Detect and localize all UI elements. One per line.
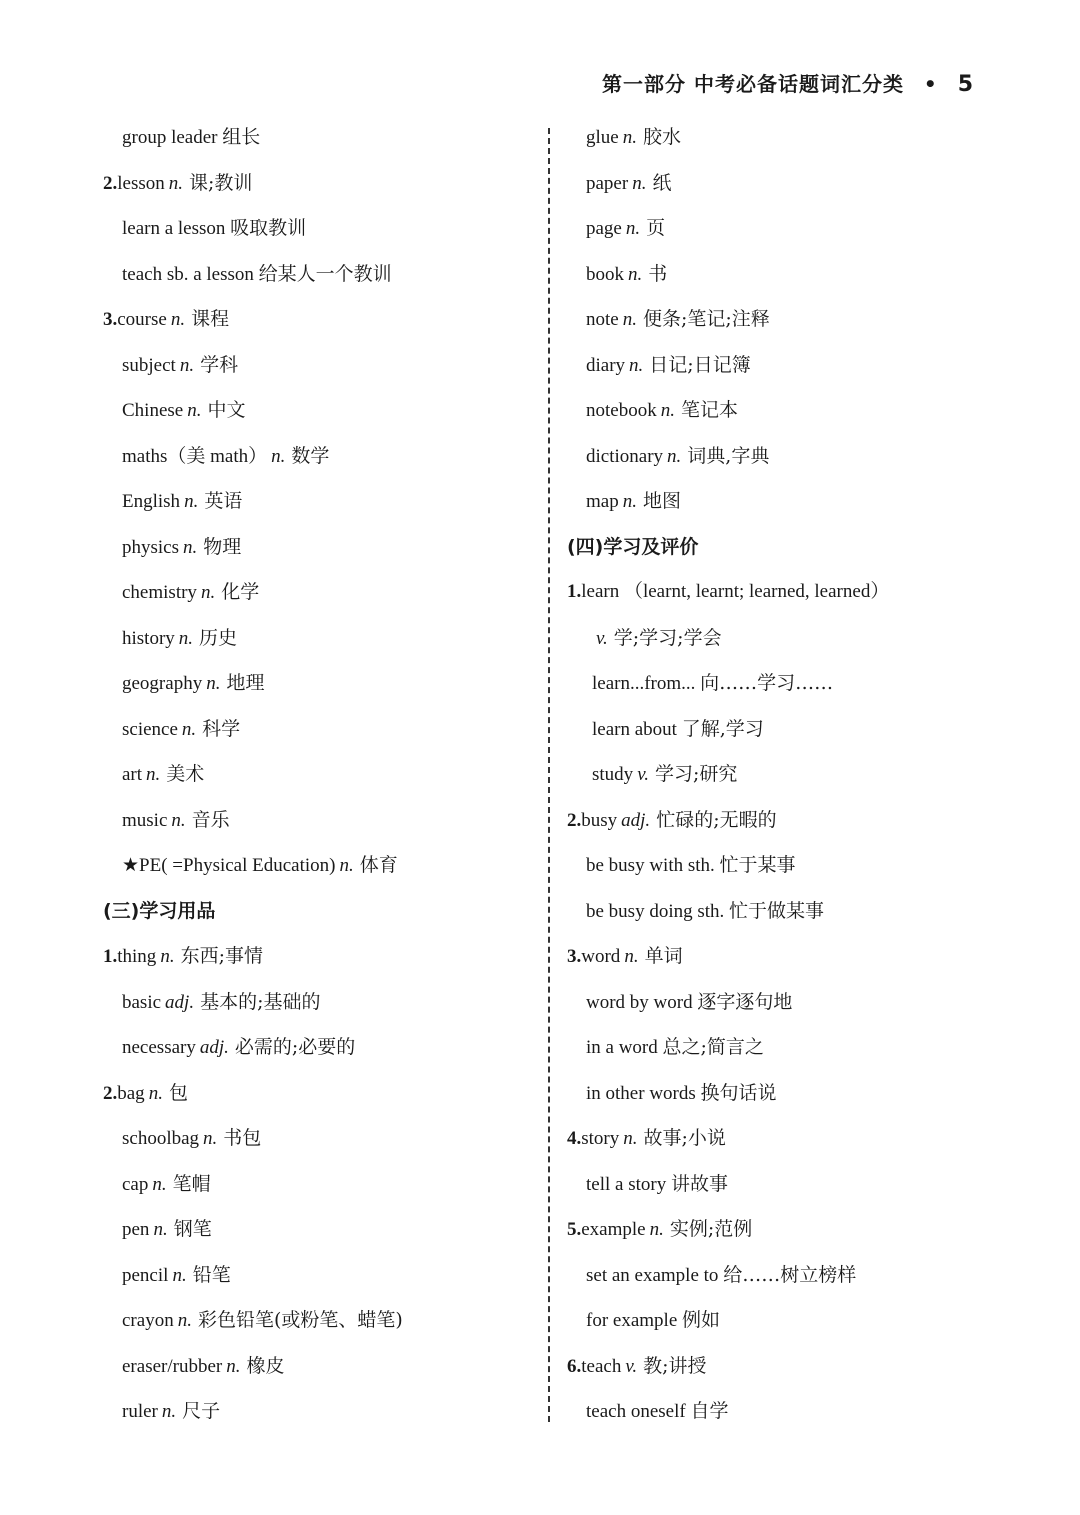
vocab-entry [567,1073,1007,1119]
entry-pos: n. [667,445,682,467]
entry-word: teach oneself [586,1401,686,1422]
entry-pos: n. [629,354,644,376]
entry-number: 3. [103,309,118,330]
entry-meaning: 忙于做某事 [729,899,825,922]
vocab-entry [567,390,1007,436]
entry-word: in other words [586,1082,696,1104]
page-header [602,68,974,97]
entry-pos: n. [171,809,186,831]
entry-pos: n. [177,1310,192,1331]
entry-pos: n. [153,1219,168,1240]
vocab-entry [103,1118,543,1164]
entry-pos: n. [206,673,221,694]
entry-word: (四)学习及评价 [567,535,699,558]
entry-meaning: 讲故事 [670,1172,728,1195]
entry-meaning: 吸取教训 [230,217,307,239]
entry-meaning: 逐字逐句地 [697,990,793,1013]
entry-word: note [586,309,619,330]
entry-word: learn a lesson [122,218,226,239]
entry-word: lesson [117,172,165,194]
entry-meaning: 学习;研究 [654,763,738,785]
entry-word: tell a story [586,1173,667,1195]
vocab-entry [103,117,543,163]
entry-meaning: 学;学习;学会 [613,626,722,649]
entry-pos: v. [625,1355,638,1377]
vocab-entry [567,663,1007,709]
vocab-entry [567,936,1007,982]
entry-word: be busy doing sth. [586,900,725,922]
section-heading [567,527,1007,573]
vocab-entry [103,1255,543,1301]
vocab-entry [103,1300,543,1346]
entry-meaning: 书 [648,262,668,285]
entry-pos: n. [183,536,198,558]
entry-word: teach [581,1355,622,1377]
entry-word: crayon [122,1310,174,1331]
entry-meaning: 英语 [204,490,243,512]
entry-meaning: 学科 [200,353,239,376]
entry-meaning: 组长 [222,126,261,148]
entry-pos: n. [160,946,175,967]
vocab-entry [567,436,1007,482]
entry-number: 2. [103,1082,118,1104]
entry-word: teach sb. a lesson [122,263,254,285]
entry-meaning: 页 [646,217,666,239]
entry-word: necessary [122,1037,196,1058]
vocab-entry [103,1164,543,1210]
entry-word: page [586,218,622,239]
vocab-entry [103,208,543,254]
vocab-entry [103,1346,543,1392]
entry-number: 1. [567,581,582,602]
vocab-entry [567,1209,1007,1255]
entry-number: 1. [103,946,118,967]
entry-pos: n. [200,582,216,603]
entry-word: ★PE( =Physical Education) [122,855,336,876]
vocab-entry [103,663,543,709]
entry-pos: v. [596,627,608,649]
vocab-entry [567,572,1007,618]
vocab-entry [103,1073,543,1119]
vocab-entry [103,709,543,755]
entry-meaning: 课;教训 [189,171,253,194]
entry-word: group leader [122,127,218,148]
entry-word: map [586,491,619,512]
entry-word: for example [586,1310,678,1331]
entry-word: be busy with sth. [586,855,715,876]
entry-word: learn （learnt, learnt; learned, learned） [581,581,890,602]
entry-pos: n. [168,172,183,194]
vocab-entry [567,1027,1007,1073]
entry-pos: n. [271,445,286,467]
entry-pos: adj. [199,1037,229,1058]
vocab-entry [103,436,543,482]
entry-meaning: 地理 [226,672,265,694]
entry-word: diary [586,354,626,376]
entry-pos: n. [170,309,186,330]
entry-pos: n. [622,127,637,148]
entry-meaning: 音乐 [191,808,230,831]
entry-meaning: 给某人一个教训 [258,262,392,285]
entry-pos: n. [179,354,195,376]
entry-word: set an example to [586,1264,719,1286]
left-column [103,117,543,1437]
entry-word: geography [122,673,203,694]
vocab-entry [103,163,543,209]
entry-pos: adj. [165,991,195,1013]
vocab-entry [103,800,543,846]
entry-pos: n. [203,1128,218,1149]
entry-pos: n. [660,400,675,421]
right-column [567,117,1007,1437]
vocab-entry [103,1391,543,1437]
entry-meaning: 物理 [203,535,242,558]
vocab-entry [103,572,543,618]
entry-meaning: 词典,字典 [687,444,770,467]
entry-number: 2. [567,809,582,831]
column-divider [548,128,550,1422]
vocab-entry [103,390,543,436]
header-dot: • [923,72,938,96]
entry-meaning: 橡皮 [246,1354,285,1377]
vocab-entry [567,1346,1007,1392]
entry-pos: n. [623,1128,638,1149]
entry-word: music [122,809,168,831]
entry-meaning: 必需的;必要的 [234,1036,356,1058]
entry-meaning: 给……树立榜样 [723,1263,857,1286]
vocab-entry [567,754,1007,800]
vocab-entry [103,754,543,800]
entry-meaning: 忙碌的;无暇的 [656,808,777,831]
entry-word: history [122,627,175,649]
vocab-entry [567,163,1007,209]
vocab-entry [567,1255,1007,1301]
entry-word: book [586,263,624,285]
entry-pos: v. [637,764,649,785]
vocab-entry [567,891,1007,937]
entry-meaning: 总之;简言之 [662,1036,764,1058]
entry-pos: n. [628,263,643,285]
entry-word: learn...from... [592,673,696,694]
entry-word: (三)学习用品 [103,899,216,922]
entry-pos: n. [178,627,194,649]
vocab-entry [567,1300,1007,1346]
entry-word: notebook [586,400,657,421]
entry-pos: n. [148,1082,163,1104]
entry-meaning: 日记;日记簿 [649,353,751,376]
entry-meaning: 实例;范例 [669,1218,753,1240]
vocab-entry [103,982,543,1028]
entry-word: eraser/rubber [122,1355,223,1377]
entry-meaning: 彩色铅笔(或粉笔、蜡笔) [197,1309,403,1331]
entry-meaning: 教;讲授 [643,1354,707,1377]
vocab-entry [103,527,543,573]
entry-meaning: 课程 [191,308,230,330]
vocab-entry [567,345,1007,391]
vocab-entry [567,845,1007,891]
entry-pos: n. [161,1401,177,1422]
entry-pos: n. [172,1264,187,1286]
entry-meaning: 数学 [291,444,330,467]
entry-meaning: 体育 [359,854,398,876]
entry-word: dictionary [586,445,664,467]
entry-pos: n. [226,1355,241,1377]
entry-meaning: 故事;小说 [643,1127,726,1149]
vocab-entry [103,481,543,527]
entry-meaning: 尺子 [182,1400,221,1422]
vocab-entry [567,709,1007,755]
vocab-entry [567,481,1007,527]
entry-meaning: 笔帽 [172,1172,211,1195]
entry-meaning: 自学 [690,1400,729,1422]
entry-pos: n. [152,1173,167,1195]
vocab-entry [567,800,1007,846]
vocab-entry [567,618,1007,664]
entry-pos: n. [625,218,641,239]
entry-number: 4. [567,1128,582,1149]
vocab-entry [567,1118,1007,1164]
entry-meaning: 向……学习…… [700,672,834,694]
entry-word: word [581,946,621,967]
entry-word: busy [581,809,618,831]
entry-number: 2. [103,172,118,194]
entry-word: basic [122,991,162,1013]
entry-word: chemistry [122,582,197,603]
entry-word: bag [117,1082,145,1104]
entry-meaning: 中文 [207,399,246,421]
entry-meaning: 美术 [166,763,205,785]
entry-word: cap [122,1173,149,1195]
entry-word: study [592,764,634,785]
vocab-entry [567,299,1007,345]
vocab-entry [567,982,1007,1028]
entry-word: learn about [592,718,677,740]
header-title: 中考必备话题词汇分类 [693,72,904,96]
entry-word: pen [122,1219,150,1240]
entry-pos: n. [622,309,637,330]
entry-meaning: 基本的;基础的 [200,990,321,1013]
entry-meaning: 地图 [642,490,681,512]
entry-meaning: 例如 [682,1309,721,1331]
entry-word: paper [586,172,629,194]
vocab-entry [103,254,543,300]
entry-meaning: 历史 [199,626,238,649]
entry-meaning: 钢笔 [173,1218,212,1240]
entry-word: story [581,1128,620,1149]
entry-meaning: 书包 [223,1127,262,1149]
entry-meaning: 化学 [221,581,260,603]
entry-word: thing [117,946,157,967]
entry-pos: adj. [621,809,651,831]
entry-word: art [122,764,143,785]
entry-meaning: 纸 [652,171,672,194]
entry-meaning: 笔记本 [680,399,738,421]
entry-word: subject [122,354,176,376]
entry-word: example [581,1219,646,1240]
vocab-entry [567,208,1007,254]
entry-meaning: 了解,学习 [681,717,764,740]
entry-word: glue [586,127,619,148]
vocab-entry [567,254,1007,300]
vocab-entry [103,618,543,664]
entry-word: maths（美 math） [122,445,268,467]
entry-meaning: 包 [168,1081,188,1104]
entry-meaning: 单词 [644,945,683,967]
entry-word: ruler [122,1401,158,1422]
entry-pos: n. [622,491,637,512]
entry-word: word by word [586,991,693,1013]
entry-number: 5. [567,1219,582,1240]
entry-meaning: 忙于某事 [719,854,796,876]
vocab-entry [103,299,543,345]
entry-word: pencil [122,1264,169,1286]
page-number: 5 [957,72,974,97]
entry-meaning: 铅笔 [192,1263,231,1286]
entry-word: science [122,718,178,740]
entry-pos: n. [181,718,197,740]
entry-meaning: 科学 [202,717,241,740]
entry-word: Chinese [122,400,184,421]
entry-number: 6. [567,1355,582,1377]
entry-word: schoolbag [122,1128,200,1149]
entry-word: English [122,491,181,512]
entry-meaning: 便条;笔记;注释 [642,308,770,330]
entry-meaning: 胶水 [642,126,681,148]
vocab-entry [103,345,543,391]
section-heading [103,891,543,937]
vocab-entry [567,117,1007,163]
entry-word: physics [122,536,179,558]
vocab-entry [103,1027,543,1073]
vocab-entry [567,1164,1007,1210]
entry-pos: n. [624,946,639,967]
vocab-entry [103,936,543,982]
entry-meaning: 东西;事情 [180,945,263,967]
entry-word: course [117,309,167,330]
vocab-entry [103,845,543,891]
entry-pos: n. [187,400,202,421]
entry-pos: n. [649,1219,664,1240]
entry-pos: n. [184,491,199,512]
vocab-entry [567,1391,1007,1437]
entry-word: in a word [586,1037,658,1058]
entry-pos: n. [339,855,354,876]
entry-pos: n. [146,764,161,785]
entry-pos: n. [632,172,647,194]
entry-number: 3. [567,946,582,967]
vocab-entry [103,1209,543,1255]
entry-meaning: 换句话说 [700,1081,777,1104]
header-part: 第一部分 [601,72,686,96]
